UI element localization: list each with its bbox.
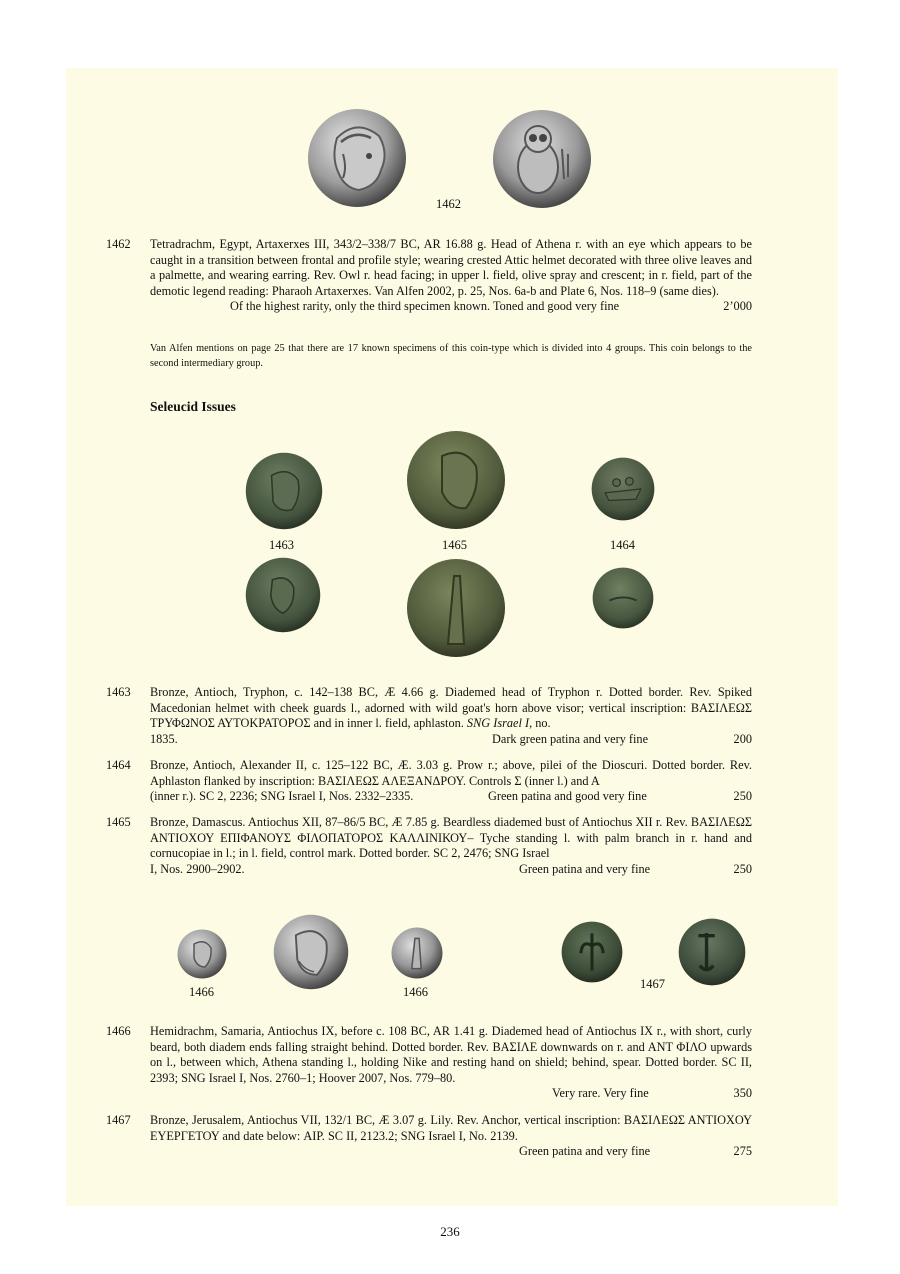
- coin-1464-reverse-image: [591, 567, 655, 629]
- lot-1467: [106, 1113, 752, 1160]
- plate-label-1464: 1464: [610, 538, 635, 552]
- lot-estimate: 2’000: [723, 299, 752, 314]
- coin-1465-reverse-image: [406, 558, 506, 658]
- lot-1465: [106, 815, 752, 878]
- lot-estimate: 250: [733, 789, 752, 804]
- lot-description: Tetradrachm, Egypt, Artaxerxes III, 343/2–338/7 BC, AR 16.88 g. Head of Athena r. with an eye which appears to be caught in a transition between frontal and profile style; wearing crested Attic helmet decorated with three olive leaves and a palmette, and wearing earring. Rev. Owl r. head facing; in upper l. field, olive spray and crescent; in r. field, part of the demotic legend reading: Pharaoh Artaxerxes. Van Alfen 2002, p. 25, Nos. 6a-b and Plate 6, Nos. 118–9 (same dies).: [150, 237, 752, 298]
- lot-reference-title: SNG Israel I: [466, 716, 530, 731]
- lot-1462-note: Van Alfen mentions on page 25 that there are 17 known specimens of this coin-type which is divided into 4 groups. This coin belongs to the second intermediary group.: [150, 343, 752, 369]
- coin-1463-obverse-image: [245, 452, 323, 530]
- plate-label-1462: 1462: [436, 197, 461, 211]
- plate-label-1466-a: 1466: [189, 985, 214, 999]
- coin-1463-reverse-image: [245, 556, 321, 634]
- lot-description: Bronze, Antioch, Tryphon, c. 142–138 BC, Æ 4.66 g. Diademed head of Tryphon r. Dotted border. Rev. Spiked Macedonian helmet with cheek guards l., adorned with wild goat's horn above visor; vertical inscription: ΒΑΣΙΛΕΩΣ ΤΡΥΦΩΝΟΣ ΑΥΤΟΚΡΑΤΟΡΟΣ and in inner l. field, aphlaston.: [150, 685, 752, 731]
- lot-number: 1465: [106, 815, 131, 829]
- plate-label-1465: 1465: [442, 538, 467, 552]
- lot-estimate: 200: [733, 731, 752, 746]
- lot-reference-suffix: , no.: [529, 716, 551, 731]
- lot-condition: Green patina and good very fine: [488, 789, 647, 804]
- coin-1466-obverse-large-image: [273, 914, 349, 990]
- lot-number: 1466: [106, 1024, 131, 1038]
- lot-1462: [106, 237, 752, 315]
- lot-description: Bronze, Jerusalem, Antiochus VII, 132/1 BC, Æ 3.07 g. Lily. Rev. Anchor, vertical inscription: ΒΑΣΙΛΕΩΣ ΑΝΤΙΟΧΟΥ ΕΥΕΡΓΕΤΟΥ and date below: ΑΙΡ. SC II, 2123.2; SNG Israel I, No. 2139.: [150, 1113, 752, 1143]
- lot-estimate: 350: [733, 1086, 752, 1101]
- lot-description: Bronze, Damascus. Antiochus XII, 87–86/5 BC, Æ 7.85 g. Beardless diademed bust of Antiochus XII r. Rev. ΒΑΣΙΛΕΩΣ ΑΝΤΙΟΧΟΥ ΕΠΙΦΑΝΟΥΣ ΦΙΛΟΠΑΤΟΡΟΣ ΚΑΛΛΙΝΙΚΟΥ– Tyche standing l. with palm branch in r. hand and cornucopiae in l.; in l. field, control mark. Dotted border. SC 2, 2476; SNG Israel: [150, 815, 752, 861]
- lot-condition: Of the highest rarity, only the third specimen known. Toned and good very fine: [230, 299, 620, 314]
- plate-label-1463: 1463: [269, 538, 294, 552]
- lot-1463: [106, 685, 752, 748]
- coin-1464-obverse-image: [591, 457, 655, 521]
- plate-label-1466-b: 1466: [403, 985, 428, 999]
- lot-condition: Dark green patina and very fine: [492, 731, 649, 746]
- lot-condition: Very rare. Very fine: [552, 1086, 649, 1101]
- section-heading: Seleucid Issues: [150, 399, 236, 414]
- lot-reference-tail: I, Nos. 2900–2902.: [150, 861, 245, 876]
- coin-1467-reverse-image: [678, 918, 746, 986]
- lot-reference-tail: (inner r.). SC 2, 2236; SNG Israel I, Nos. 2332–2335.: [150, 789, 414, 804]
- page-number: 236: [440, 1224, 460, 1239]
- coin-1466-reverse-image: [391, 927, 443, 979]
- lot-estimate: 250: [733, 861, 752, 876]
- coin-1465-obverse-image: [406, 430, 506, 530]
- plate-label-1467: 1467: [640, 977, 665, 991]
- lot-number: 1462: [106, 237, 131, 251]
- lot-reference-tail: 1835.: [150, 731, 178, 746]
- lot-estimate: 275: [733, 1144, 752, 1159]
- coin-1466-obverse-image: [177, 929, 227, 979]
- lot-number: 1463: [106, 685, 131, 699]
- lot-1464: [106, 758, 752, 805]
- lot-number: 1464: [106, 758, 131, 772]
- lot-number: 1467: [106, 1113, 131, 1127]
- lot-condition: Green patina and very fine: [519, 1144, 651, 1159]
- lot-1466: [106, 1024, 752, 1102]
- lot-description: Hemidrachm, Samaria, Antiochus IX, before c. 108 BC, AR 1.41 g. Diademed head of Antiochus IX r., with short, curly beard, both diadem ends falling straight behind. Dotted border. Rev. ΒΑΣΙΛΕ downwards on r. and ANT ΦΙΛΟ upwards on l., between which, Athena standing l., holding Nike and resting hand on shield; behind, spear. Dotted border. SC II, 2393; SNG Israel I, Nos. 2760–1; Hoover 2007, Nos. 779–80.: [150, 1024, 752, 1085]
- coin-1462-reverse-image: [492, 109, 592, 209]
- lot-description: Bronze, Antioch, Alexander II, c. 125–122 BC, Æ. 3.03 g. Prow r.; above, pilei of the Dioscuri. Dotted border. Rev. Aphlaston flanked by inscription: ΒΑΣΙΛΕΩΣ ΑΛΕΞΑΝΔΡΟΥ. Controls Σ (inner l.) and A: [150, 758, 752, 788]
- lot-condition: Green patina and very fine: [519, 861, 651, 876]
- coin-1462-obverse-image: [307, 108, 407, 208]
- coin-1467-obverse-image: [558, 921, 626, 983]
